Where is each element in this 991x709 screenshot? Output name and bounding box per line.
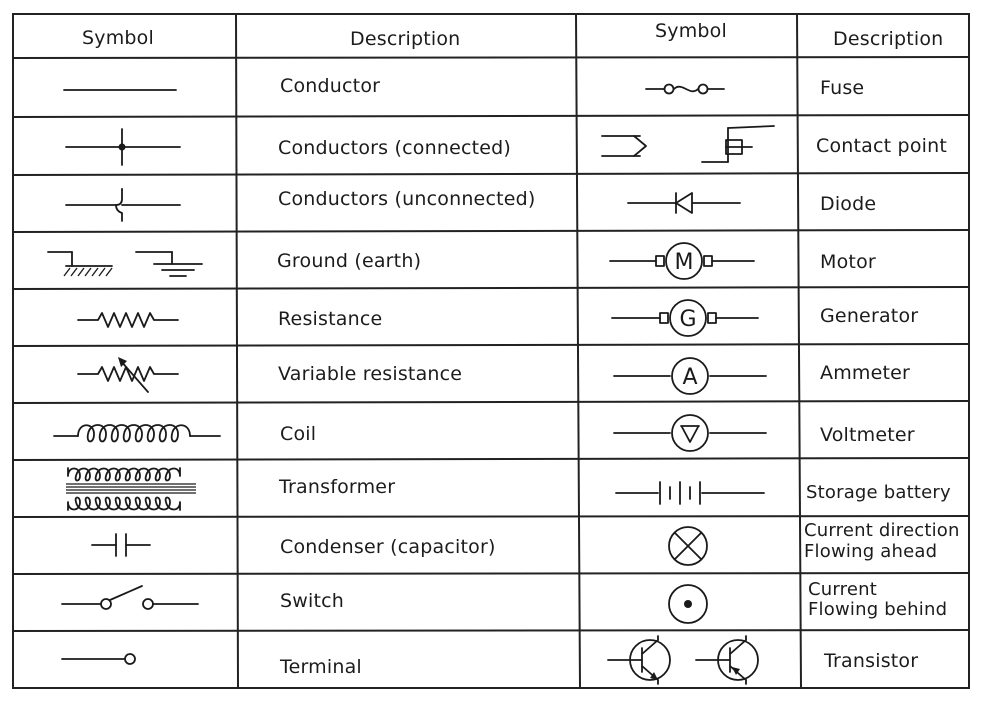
left-label-5: Variable resistance xyxy=(278,363,463,385)
right-label-8-line2: Flowing ahead xyxy=(804,541,938,562)
left-label-1: Conductors (connected) xyxy=(278,137,512,159)
ammeter-icon xyxy=(612,355,768,397)
left-label-7: Transformer xyxy=(279,476,396,498)
voltmeter-icon xyxy=(612,412,768,454)
header-right-symbol: Symbol xyxy=(655,20,727,42)
right-label-8-line1: Current direction xyxy=(804,520,960,541)
left-label-10: Terminal xyxy=(280,656,362,678)
left-label-8: Condenser (capacitor) xyxy=(280,536,496,558)
right-label-9-line1: Current xyxy=(808,579,878,600)
fuse-icon xyxy=(644,78,728,100)
diode-icon xyxy=(626,188,744,218)
capacitor-icon xyxy=(90,530,154,560)
header-right-description: Description xyxy=(833,28,944,50)
transformer-icon xyxy=(62,462,200,516)
right-label-5: Ammeter xyxy=(820,362,911,384)
left-label-3: Ground (earth) xyxy=(277,250,422,272)
left-label-0: Conductor xyxy=(280,75,381,97)
ground-icon xyxy=(44,246,209,282)
current-behind-icon xyxy=(664,580,712,628)
header-left-description: Description xyxy=(350,28,461,50)
right-label-2: Diode xyxy=(820,193,877,215)
motor-glyph: M xyxy=(674,250,694,275)
generator-icon xyxy=(610,297,760,339)
storage-battery-icon xyxy=(614,476,766,510)
variable-resistance-icon xyxy=(74,352,184,396)
ammeter-glyph: A xyxy=(682,365,698,390)
conductors-unconnected-icon xyxy=(64,183,184,227)
left-label-9: Switch xyxy=(280,590,345,612)
generator-glyph: G xyxy=(679,307,697,332)
left-label-4: Resistance xyxy=(278,308,383,330)
left-label-2: Conductors (unconnected) xyxy=(278,188,536,210)
terminal-icon xyxy=(60,648,144,670)
right-label-0: Fuse xyxy=(820,77,865,99)
right-label-9-line2: Flowing behind xyxy=(808,599,948,620)
contact-point-icon xyxy=(598,122,778,168)
right-label-6: Voltmeter xyxy=(820,424,915,446)
right-label-3: Motor xyxy=(820,251,876,273)
current-ahead-icon xyxy=(664,522,712,570)
motor-icon xyxy=(608,240,756,282)
conductors-connected-icon xyxy=(64,125,184,169)
resistance-icon xyxy=(74,308,184,332)
conductor-icon xyxy=(60,80,180,100)
right-label-1: Contact point xyxy=(816,135,948,157)
right-label-7: Storage battery xyxy=(806,482,951,503)
header-left-symbol: Symbol xyxy=(82,27,154,49)
transistor-icon xyxy=(604,634,782,686)
left-label-6: Coil xyxy=(280,423,317,445)
right-label-4: Generator xyxy=(820,305,919,327)
switch-icon xyxy=(60,584,202,620)
coil-icon xyxy=(52,418,224,448)
right-label-10: Transistor xyxy=(824,650,919,672)
